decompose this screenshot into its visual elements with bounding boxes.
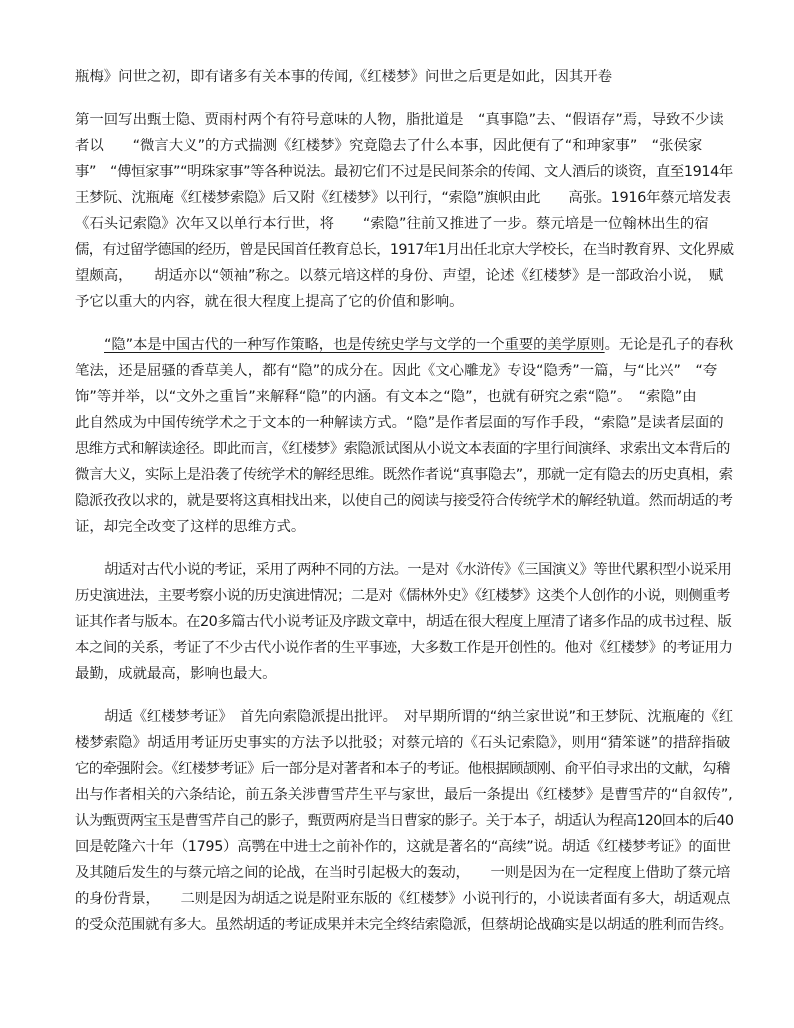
text-line: 胡适《红楼梦考证》 首先向索隐派提出批评。 对早期所谓的“纳兰家世说”和王梦阮、沈瓶庵的《红 <box>104 709 734 725</box>
text-line: 予它以重大的内容，就在很大程度上提高了它的价值和影响。 <box>75 294 464 310</box>
paragraph-3 <box>75 332 733 540</box>
text-line: 饰”等并举，以“文外之重旨”来解释“隐”的内涵。有文本之“隐”，也就有研究之索“隐”。 “索隐”由 <box>75 389 697 405</box>
text-line: 及其随后发生的与蔡元培之间的论战，在当时引起极大的轰动， 一则是因为在一定程度上借助了蔡元培 <box>75 865 731 881</box>
underlined-sentence: “隐”本是中国古代的一种写作策略，也是传统史学与文学的一个重要的美学原则 <box>104 337 605 353</box>
text-line: 它的牵强附会。《红楼梦考证》后一部分是对著者和本子的考证。他根据顾颉刚、俞平伯寻求出的文献，勾稽 <box>75 761 730 777</box>
text-line: 王梦阮、沈瓶庵《红楼梦索隐》后又附《红楼梦》以刊行，“索隐”旗帜由此 高张。1916年蔡元培发表 <box>75 190 731 206</box>
text-line: 者以 “微言大义”的方式揣测《红楼梦》究竟隐去了什么本事，因此便有了“和珅家事” “张侯家 <box>75 138 703 154</box>
text-line: 楼梦索隐》胡适用考证历史事实的方法予以批驳；对蔡元培的《石头记索隐》，则用“猜笨谜”的措辞指破 <box>75 735 731 751</box>
paragraph-4 <box>75 557 733 687</box>
text-span: 。无论是孔子的春秋 <box>604 337 734 353</box>
paragraph-5 <box>75 704 733 938</box>
text-line: 隐派孜孜以求的，就是要将这真相找出来，以使自己的阅读与接受符合传统学术的解经轨道。然而胡适的考 <box>75 493 733 509</box>
text-line: 证其作者与版本。在20多篇古代小说考证及序跋文章中，胡适在很大程度上厘清了诸多作品的成书过程、版 <box>75 614 732 630</box>
text-line: 《石头记索隐》次年又以单行本行世，将 “索隐”往前又推进了一步。蔡元培是一位翰林出生的宿 <box>75 216 709 232</box>
text-line: 证，却完全改变了这样的思维方式。 <box>75 519 306 535</box>
text-line: 历史演进法，主要考察小说的历史演进情况；二是对《儒林外史》《红楼梦》这类个人创作的小说，则侧重考 <box>75 588 730 604</box>
text-line: 胡适对古代小说的考证，采用了两种不同的方法。一是对《水浒传》《三国演义》等世代累积型小说采用 <box>104 562 732 578</box>
text-line: 瓶梅》问世之初，即有诸多有关本事的传闻,《红楼梦》问世之后更是如此，因其开卷 <box>75 69 613 85</box>
text-line: 本之间的关系，考证了不少古代小说作者的生平事迹，大多数工作是开创性的。他对《红楼梦》的考证用力 <box>75 640 733 656</box>
text-line: 望颇高， 胡适亦以“领袖”称之。以蔡元培这样的身份、声望，论述《红楼梦》是一部政治小说， 赋 <box>75 268 724 284</box>
text-line: 的身份背景， 二则是因为胡适之说是附亚东版的《红楼梦》小说刊行的，小说读者面有多大，胡适观点 <box>75 891 731 907</box>
paragraph-2 <box>75 107 733 315</box>
text-line: 第一回写出甄士隐、贾雨村两个有符号意味的人物，脂批道是 “真事隐”去、“假语存”焉，导致不少读 <box>75 112 724 128</box>
text-line: 回是乾隆六十年（1795）高鹗在中进士之前补作的，这就是著名的“高续”说。胡适《红楼梦考证》的面世 <box>75 839 731 855</box>
text-line: 事” “傅恒家事”“明珠家事”等各种说法。最初它们不过是民间茶余的传闻、文人酒后的谈资，直至1914年 <box>75 164 733 180</box>
text-line: 思维方式和解读途径。即此而言，《红楼梦》索隐派试图从小说文本表面的字里行间演绎、求索出文本背后的 <box>75 441 730 457</box>
text-line: 笔法，还是屈骚的香草美人，都有“隐”的成分在。因此《文心雕龙》专设“隐秀”一篇，与“比兴” “夸 <box>75 363 718 379</box>
text-line: 的受众范围就有多大。虽然胡适的考证成果并未完全终结索隐派，但蔡胡论战确实是以胡适的胜利而告终。 <box>75 917 733 933</box>
text-line: 此自然成为中国传统学术之于文本的一种解读方式。“隐”是作者层面的写作手段，“索隐”是读者层面的 <box>75 415 724 431</box>
paragraph-1 <box>75 64 733 90</box>
text-line: 认为甄贾两宝玉是曹雪芹自己的影子，甄贾两府是当日曹家的影子。关于本子，胡适认为程高120回本的后40 <box>75 813 734 829</box>
document-page <box>75 64 733 938</box>
text-line <box>75 332 733 358</box>
text-line: 儒，有过留学德国的经历，曾是民国首任教育总长，1917年1月出任北京大学校长，在当时教育界、文化界威 <box>75 242 734 258</box>
text-line: 最勤，成就最高，影响也最大。 <box>75 666 277 682</box>
text-line: 微言大义，实际上是沿袭了传统学术的解经思维。既然作者说“真事隐去”，那就一定有隐去的历史真相，索 <box>75 467 733 483</box>
text-line: 出与作者相关的六条结论，前五条关涉曹雪芹生平与家世，最后一条提出《红楼梦》是曹雪芹的“自叙传”, <box>75 787 733 803</box>
